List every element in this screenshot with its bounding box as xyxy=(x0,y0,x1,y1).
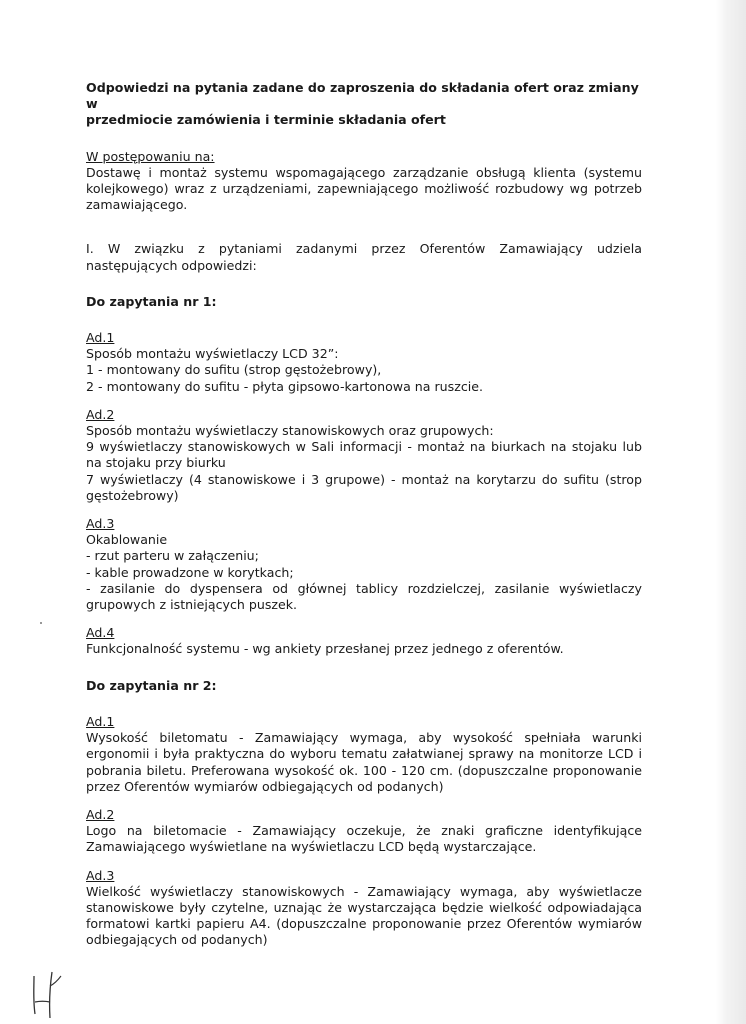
item-label: Ad.2 xyxy=(86,806,115,822)
scan-edge-shadow xyxy=(716,0,746,1024)
item-line: Okablowanie xyxy=(86,532,168,548)
item-line: Sposób montażu wyświetlaczy LCD 32”: xyxy=(86,346,339,362)
item-label: Ad.4 xyxy=(86,625,115,641)
scan-speck xyxy=(40,622,42,624)
item-label: Ad.1 xyxy=(86,330,115,346)
item-line: Wysokość biletomatu - Zamawiający wymaga, aby wysokość spełniała warunki ergonomii i była praktyczna do wyboru tematu załatwianej sprawy na monitorze LCD i pobrania biletu. Preferowana wysokość ok. 100 - 120 cm. (dopuszczalne proponowanie przez Oferentów wymiarów odbiegających od podanych) xyxy=(86,730,642,794)
item-line: - zasilanie do dyspensera od głównej tablicy rozdzielczej, zasilanie wyświetlaczy grupowych z istniejących puszek. xyxy=(86,580,642,613)
item-line: 7 wyświetlaczy (4 stanowiskowe i 3 grupowe) - montaż na korytarzu do sufitu (strop gęstożebrowy) xyxy=(86,471,642,503)
section-heading-2: Do zapytania nr 2: xyxy=(86,677,217,693)
item-line: - rzut parteru w załączeniu; xyxy=(86,548,259,564)
item-label: Ad.3 xyxy=(86,867,115,883)
item-line: Wielkość wyświetlaczy stanowiskowych - Zamawiający wymaga, aby wyświetlacze stanowiskowe były czytelne, uznając że wystarczająca będzie wielkość odpowiadająca formatowi kartki papieru A4. (dopuszczalne proponowanie przez Oferentów wymiarów odbiegających od podanych) xyxy=(86,883,642,948)
document-page xyxy=(86,80,642,949)
item-line: 2 - montowany do sufitu - płyta gipsowo-kartonowa na ruszcie. xyxy=(86,378,484,394)
handwritten-initials xyxy=(28,968,68,1020)
proceedings-label: W postępowaniu na: xyxy=(86,148,215,164)
document-title-line-2: przedmiocie zamówienia i terminie składania ofert xyxy=(86,112,446,128)
item-label: Ad.1 xyxy=(86,713,115,729)
intro-paragraph: I. W związku z pytaniami zadanymi przez Oferentów Zamawiający udziela następujących odpowiedzi: xyxy=(86,241,642,273)
item-label: Ad.3 xyxy=(86,516,115,532)
item-line: 9 wyświetlaczy stanowiskowych w Sali informacji - montaż na biurkach na stojaku lub na stojaku przy biurku xyxy=(86,439,642,471)
item-line: Funkcjonalność systemu - wg ankiety przesłanej przez jednego z oferentów. xyxy=(86,641,564,657)
item-line: 1 - montowany do sufitu (strop gęstożebrowy), xyxy=(86,362,382,378)
item-line: Logo na biletomacie - Zamawiający oczekuje, że znaki graficzne identyfikujące Zamawiającego wyświetlane na wyświetlaczu LCD będą wystarczające. xyxy=(86,823,642,855)
proceedings-text: Dostawę i montaż systemu wspomagającego zarządzanie obsługą klienta (systemu kolejkowego) wraz z urządzeniami, zapewniającego możliwość rozbudowy wg potrzeb zamawiającego. xyxy=(86,164,642,213)
item-label: Ad.2 xyxy=(86,406,115,422)
item-line: - kable prowadzone w korytkach; xyxy=(86,564,294,580)
section-heading-1: Do zapytania nr 1: xyxy=(86,293,217,309)
document-title-line-1: Odpowiedzi na pytania zadane do zaproszenia do składania ofert oraz zmiany w xyxy=(86,80,639,112)
item-line: Sposób montażu wyświetlaczy stanowiskowych oraz grupowych: xyxy=(86,423,494,439)
